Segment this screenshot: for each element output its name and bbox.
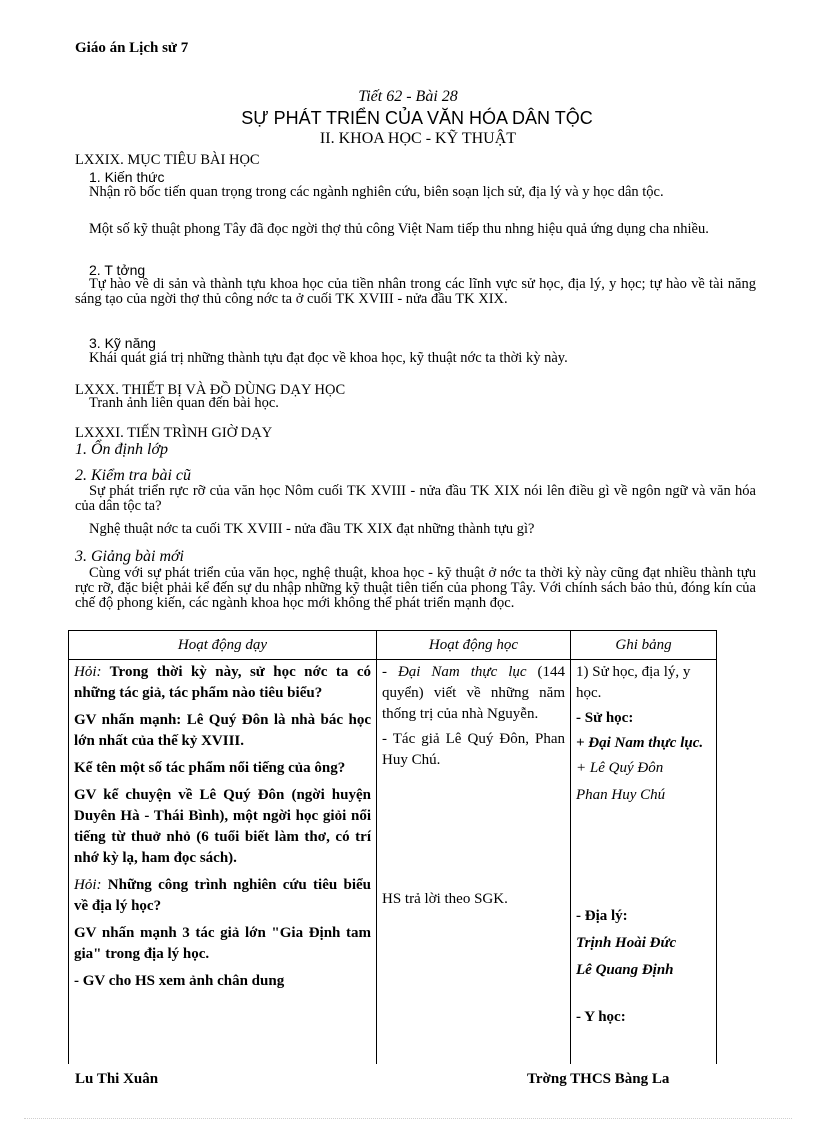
board-item-phan-huy-chu: Phan Huy Chú [576, 787, 666, 803]
board-item-le-quy-don: + Lê Quý Đôn [576, 760, 664, 776]
board-item-heading: 1) Sử học, địa lý, y học. [576, 664, 691, 701]
lesson-title: SỰ PHÁT TRIỂN CỦA VĂN HÓA DÂN TỘC [241, 108, 593, 128]
lesson-activity-table [68, 630, 717, 1064]
board-item-trinh-hoai-duc: Trịnh Hoài Đức [576, 935, 677, 951]
board-item-history: - Sử học: [576, 710, 634, 726]
knowledge-heading: 1. Kiến thức [89, 169, 165, 185]
teacher-question-history: Hỏi: Trong thời kỳ này, sử học nớc ta có những tác giả, tác phẩm nào tiêu biểu? [74, 664, 371, 701]
review-question-1: Sự phát triển rực rỡ của văn học Nôm cuối TK XVIII - nửa đầu TK XIX nói lên điều gì về ngôn ngữ và văn hóa của dân tộc ta? [75, 483, 756, 514]
document-header: Giáo án Lịch sử 7 [75, 40, 189, 56]
footer-school: Trờng THCS Bàng La [527, 1071, 670, 1087]
step-new-lesson: 3. Giảng bài mới [75, 548, 184, 565]
learning-column [377, 660, 571, 1065]
thought-paragraph: Tự hào về di sản và thành tựu khoa học của tiền nhân trong các lĩnh vực sử học, địa lý, y học; tự hào về tài năng sáng tạo của ngời thợ thủ công nớc ta ở cuối TK XVIII - nửa đầu TK XIX. [75, 276, 756, 307]
board-column [571, 660, 717, 1065]
section-equipment-heading: LXXX. THIẾT BỊ VÀ ĐỒ DÙNG DẠY HỌC [75, 382, 346, 398]
student-answer-sgk: HS trả lời theo SGK. [382, 891, 508, 907]
step-review: 2. Kiểm tra bài cũ [75, 467, 191, 484]
section-objectives-heading: LXXIX. MỤC TIÊU BÀI HỌC [75, 152, 260, 168]
section-procedure-heading: LXXXI. TIẾN TRÌNH GIỜ DẠY [75, 425, 273, 441]
page-bottom-border [24, 1118, 792, 1119]
footer-author: Lu Thi Xuân [75, 1071, 159, 1087]
teacher-story-le-quy-don: GV kể chuyện về Lê Quý Đôn (ngời huyện Duyên Hà - Thái Bình), một ngời học giỏi nổi tiếng từ thuở nhỏ (6 tuổi biết làm thơ, có trí nhớ kỳ lạ, ham đọc sách). [74, 787, 371, 866]
board-item-geography: - Địa lý: [576, 908, 628, 924]
review-question-2: Nghệ thuật nớc ta cuối TK XVIII - nửa đầu TK XIX đạt những thành tựu gì? [89, 521, 535, 537]
header-board-notes: Ghi bảng [571, 631, 717, 660]
lesson-subtitle: II. KHOA HỌC - KỸ THUẬT [319, 130, 517, 147]
skill-heading: 3. Kỹ năng [89, 335, 156, 351]
board-item-dai-nam: + Đại Nam thực lục. [576, 735, 704, 751]
board-item-le-quang-dinh: Lê Quang Định [576, 962, 674, 978]
teacher-question-works: Kể tên một số tác phẩm nổi tiếng của ông? [74, 760, 346, 776]
teaching-column [69, 660, 377, 1065]
step-class-stabilization: 1. Ổn định lớp [75, 441, 168, 458]
student-answer-authors: - Tác giả Lê Quý Đôn, Phan Huy Chú. [382, 731, 565, 768]
teacher-question-geography: Hỏi: Những công trình nghiên cứu tiêu biểu về địa lý học? [74, 877, 371, 914]
teacher-show-portrait: - GV cho HS xem ảnh chân dung [74, 973, 285, 989]
equipment-paragraph: Tranh ảnh liên quan đến bài học. [89, 395, 279, 411]
student-answer-dai-nam: - Đại Nam thực lục (144 quyển) viết về những năm thống trị của nhà Nguyễn. [382, 664, 565, 722]
header-learning-activity: Hoạt động học [377, 631, 571, 660]
skill-paragraph: Khái quát giá trị những thành tựu đạt đọc về khoa học, kỹ thuật nớc ta thời kỳ này. [89, 350, 568, 366]
teacher-emphasis-gia-dinh: GV nhấn mạnh 3 tác giả lớn "Gia Định tam gia" trong địa lý học. [74, 925, 371, 962]
knowledge-paragraph-1: Nhận rõ bốc tiến quan trọng trong các ngành nghiên cứu, biên soạn lịch sử, địa lý và y học dân tộc. [89, 184, 664, 200]
lesson-number: Tiết 62 - Bài 28 [358, 88, 458, 105]
board-item-medicine: - Y học: [576, 1009, 626, 1025]
new-lesson-intro: Cùng với sự phát triển của văn học, nghệ thuật, khoa học - kỹ thuật ở nớc ta thời kỳ này cũng đạt nhiều thành tựu rực rỡ, đặc biệt phải kể đến sự du nhập những kỹ thuật tiên tiến của phong Tây. Với chính sách bảo thủ, đóng kín của chế độ phong kiến, các ngành khoa học mới không thể phát triển mạnh đọc. [75, 565, 756, 611]
thought-heading: 2. T tởng [89, 262, 146, 278]
teacher-emphasis-le-quy-don: GV nhấn mạnh: Lê Quý Đôn là nhà bác học lớn nhất của thế kỷ XVIII. [74, 712, 371, 749]
header-teaching-activity: Hoạt động dạy [69, 631, 377, 660]
knowledge-paragraph-2: Một số kỹ thuật phong Tây đã đọc ngời thợ thủ công Việt Nam tiếp thu nhng hiệu quả ứng dụng cha nhiều. [89, 221, 709, 237]
